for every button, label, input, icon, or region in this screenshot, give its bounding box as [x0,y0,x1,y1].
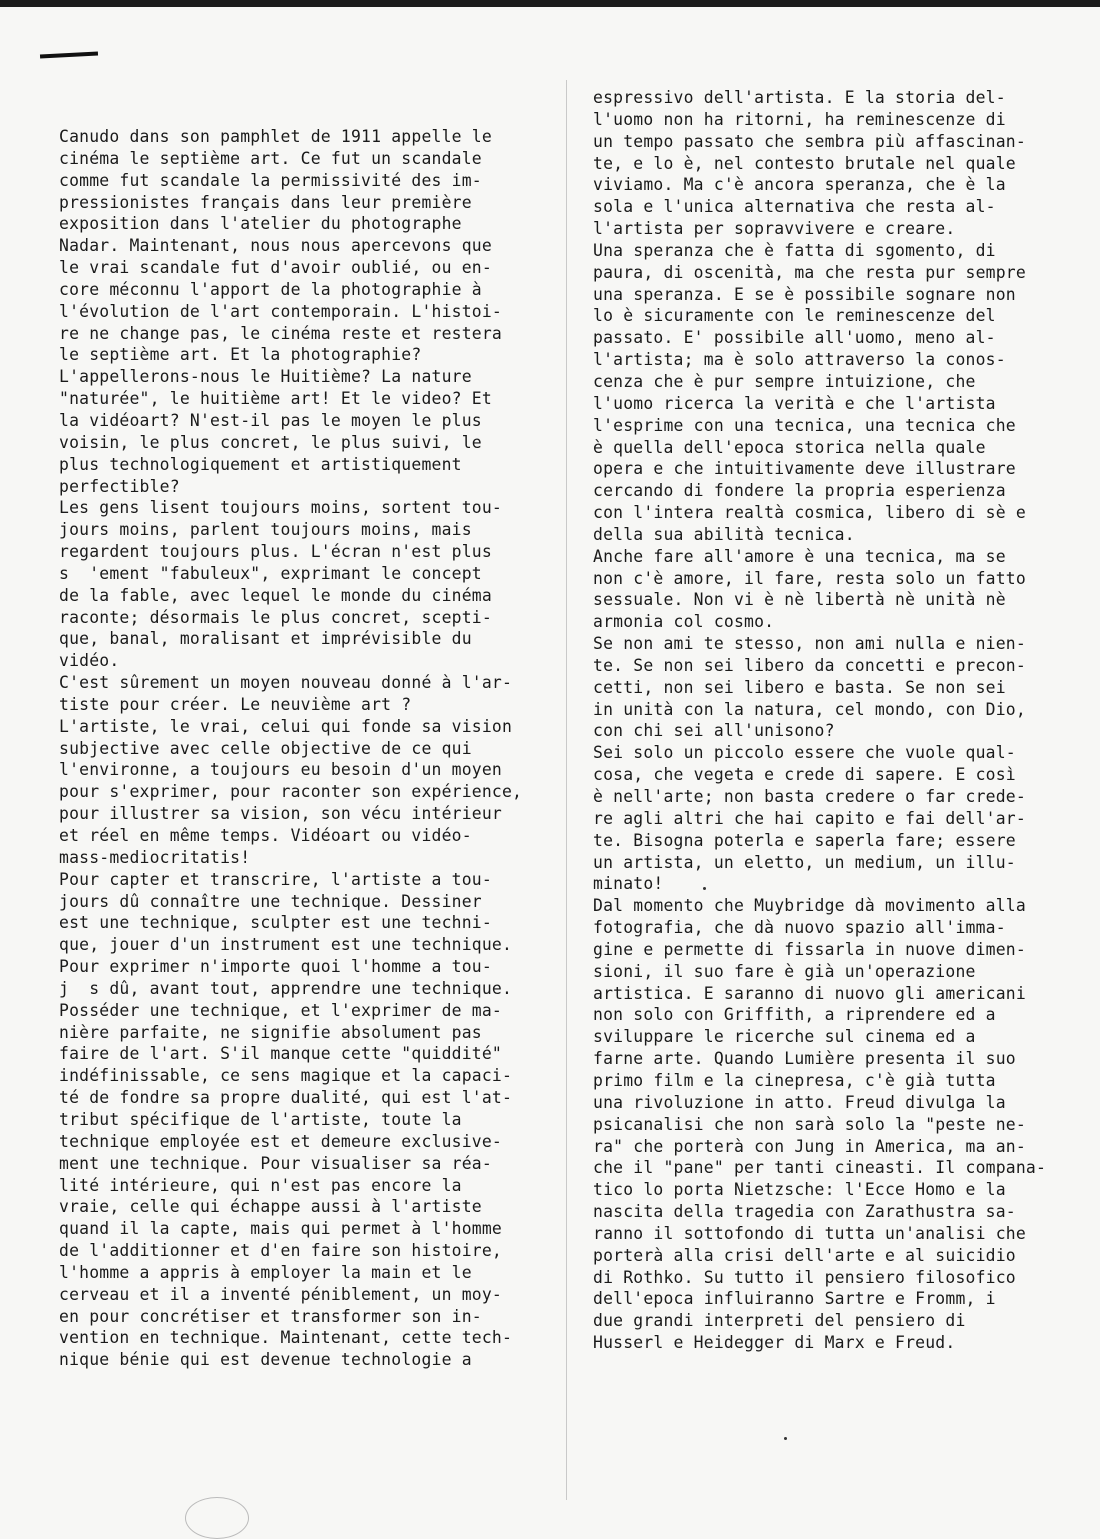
text-line: voisin, le plus concret, le plus suivi, le [59,432,482,452]
text-line: cinéma le septième art. Ce fut un scandale [59,148,482,168]
text-line: pour s'exprimer, pour raconter son expérience, [59,782,523,802]
text-line: L'artiste, le vrai, celui qui fonde sa vision [59,716,513,736]
text-line: nière parfaite, ne signifie absolument pas [59,1022,482,1042]
text-line: minato! [593,874,664,894]
text-line: espressivo dell'artista. E la storia del- [593,88,1006,107]
text-line: sviluppare le ricerche sul cinema ed a [593,1027,976,1047]
text-line: non solo con Griffith, a riprendere ed a [593,1005,996,1025]
text-line: Nadar. Maintenant, nous nous apercevons que [59,236,492,256]
text-line: l'homme a appris à employer la main et le [59,1262,472,1282]
stray-ink-dot [784,1437,787,1440]
text-line: porterà alla crisi dell'arte e al suicidio [593,1245,1016,1265]
text-line: vention en technique. Maintenant, cette tech- [59,1328,513,1348]
text-line: l'artista; ma è solo attraverso la conos- [593,350,1006,370]
text-line: passato. E' possibile all'uomo, meno al- [593,328,996,348]
text-line: fotografia, che dà nuovo spazio all'imma- [593,918,1006,938]
text-line: raconte; désormais le plus concret, scepti- [59,607,492,627]
text-line: l'environne, a toujours eu besoin d'un moyen [59,760,502,780]
column-fold-line [566,80,567,1500]
text-line: pour illustrer sa vision, son vécu intérieur [59,804,502,824]
text-line: l'artista per sopravvivere e creare. [593,219,956,239]
text-line: s 'ement "fabuleux", exprimant le concept [59,563,482,583]
text-line: comme fut scandale la permissivité des im- [59,170,482,190]
text-line: di Rothko. Su tutto il pensiero filosofico [593,1267,1016,1287]
text-line: Una speranza che è fatta di sgomento, di [593,240,996,260]
text-line: Dal momento che Muybridge dà movimento alla [593,896,1026,916]
text-line: core méconnu l'apport de la photographie à [59,279,482,299]
text-line: perfectible? [59,476,180,496]
text-line: nascita della tragedia con Zarathustra sa- [593,1202,1016,1222]
text-line: Husserl e Heidegger di Marx e Freud. [593,1333,956,1353]
text-line: è nell'arte; non basta credere o far crede- [593,787,1026,806]
text-line: vraie, celle qui échappe aussi à l'artiste [59,1197,482,1217]
text-line: et réel en même temps. Vidéoart ou vidéo- [59,826,472,845]
text-line: l'évolution de l'art contemporain. L'histoi- [59,301,502,321]
text-line: ment une technique. Pour visualiser sa réa- [59,1153,492,1173]
text-line: Sei solo un piccolo essere che vuole qual- [593,743,1016,763]
text-line: subjective avec celle objective de ce qui [59,738,472,758]
text-line: exposition dans l'atelier du photographe [59,214,462,234]
text-line: jours moins, parlent toujours moins, mais [59,520,472,540]
text-line: lo è sicuramente con le reminescenze del [593,306,996,326]
text-line: un tempo passato che sembra più affascinan- [593,131,1026,151]
text-line: quand il la capte, mais qui permet à l'homme [59,1219,502,1239]
text-line: faire de l'art. S'il manque cette "quiddité" [59,1044,502,1064]
text-line: armonia col cosmo. [593,612,775,632]
text-line: Pour exprimer n'importe quoi l'homme a tou- [59,957,492,977]
text-line: indéfinissable, ce sens magique et la capaci- [59,1066,513,1086]
text-line: psicanalisi che non sarà solo la "peste ne- [593,1114,1026,1134]
text-line: l'esprime con una tecnica, una tecnica che [593,415,1016,435]
text-line: l'uomo ricerca la verità e che l'artista [593,393,996,413]
text-line: non c'è amore, il fare, resta solo un fatto [593,568,1026,588]
text-line: lité intérieure, qui n'est pas encore la [59,1175,462,1195]
text-line: tiste pour créer. Le neuvième art ? [59,694,412,714]
text-line: ranno il sottofondo di tutta un'analisi che [593,1223,1026,1243]
text-line: una rivoluzione in atto. Freud divulga la [593,1092,1006,1112]
text-line: Canudo dans son pamphlet de 1911 appelle le [59,127,492,146]
text-line: le septième art. Et la photographie? [59,345,422,365]
text-line: cenza che è pur sempre intuizione, che [593,371,976,391]
text-line: l'uomo non ha ritorni, ha reminescenze di [593,109,1006,129]
text-line: Se non ami te stesso, non ami nulla e nien- [593,634,1026,654]
text-line: sola e l'unica alternativa che resta al- [593,197,996,217]
text-line: Pour capter et transcrire, l'artiste a tou- [59,869,492,889]
text-line: un artista, un eletto, un medium, un illu- [593,852,1016,872]
text-line: gine e permette di fissarla in nuove dimen- [593,939,1026,959]
text-line: farne arte. Quando Lumière presenta il suo [593,1049,1016,1069]
text-line: technique employée est et demeure exclusive- [59,1131,502,1151]
text-line: la vidéoart? N'est-il pas le moyen le plus [59,410,482,430]
text-line: jours dû connaître une technique. Dessiner [59,891,482,911]
text-line: una speranza. E se è possibile sognare non [593,284,1016,304]
text-line: viviamo. Ma c'è ancora speranza, che è la [593,175,1006,195]
page-top-edge [0,0,1100,7]
text-line: primo film e la cinepresa, c'è già tutta [593,1070,996,1090]
text-line: plus technologiquement et artistiquement [59,454,462,474]
text-line: ra" che porterà con Jung in America, ma an- [593,1136,1026,1156]
text-line: che il "pane" per tanti cineasti. Il compana- [593,1158,1047,1178]
text-line: cetti, non sei libero e basta. Se non sei [593,677,1006,697]
text-line: pressionistes français dans leur première [59,192,472,212]
right-column-italian-text [593,87,1071,1354]
text-line: est une technique, sculpter est une techni- [59,913,492,933]
text-line: C'est sûrement un moyen nouveau donné à l'ar- [59,673,513,693]
text-line: mass-mediocritatis! [59,847,251,867]
text-line: "naturée", le huitième art! Et le video? Et [59,389,492,409]
text-line: que, jouer d'un instrument est une technique. [59,935,513,955]
text-line: L'appellerons-nous le Huitième? La nature [59,367,472,387]
text-line: de l'additionner et d'en faire son histoire, [59,1241,502,1261]
text-line: le vrai scandale fut d'avoir oublié, ou en- [59,258,492,278]
text-line: re ne change pas, le cinéma reste et restera [59,323,502,343]
text-line: en pour concrétiser et transformer son in- [59,1306,482,1326]
text-line: Les gens lisent toujours moins, sortent tou- [59,498,502,518]
text-line: con l'intera realtà cosmica, libero di sè e [593,503,1026,523]
ink-dash-mark [40,51,98,58]
text-line: due grandi interpreti del pensiero di [593,1311,966,1331]
stray-ink-dot [703,887,706,890]
text-line: te. Bisogna poterla e saperla fare; essere [593,830,1016,850]
text-line: tribut spécifique de l'artiste, toute la [59,1109,462,1129]
text-line: Posséder une technique, et l'exprimer de ma- [59,1000,502,1020]
text-line: cerveau et il a inventé péniblement, un moy- [59,1284,502,1304]
text-line: della sua abilità tecnica. [593,524,855,544]
text-line: te, e lo è, nel contesto brutale nel quale [593,153,1016,173]
punch-hole-mark [185,1497,249,1539]
text-line: te. Se non sei libero da concetti e precon- [593,655,1026,675]
text-line: té de fondre sa propre dualité, qui est l'at- [59,1088,513,1108]
text-line: paura, di oscenità, ma che resta pur sempre [593,262,1026,282]
left-column-french-text [59,126,554,1371]
text-line: j s dû, avant tout, apprendre une technique. [59,978,513,998]
text-line: è quella dell'epoca storica nella quale [593,437,986,457]
text-line: tico lo porta Nietzsche: l'Ecce Homo e la [593,1180,1006,1200]
text-line: re agli altri che hai capito e fai dell'ar- [593,808,1026,828]
text-line: artistica. E saranno di nuovo gli americani [593,983,1026,1003]
text-line: opera e che intuitivamente deve illustrare [593,459,1016,479]
text-line: cosa, che vegeta e crede di sapere. E così [593,765,1016,785]
text-line: sessuale. Non vi è nè libertà nè unità nè [593,590,1006,610]
text-line: Anche fare all'amore è una tecnica, ma se [593,546,1006,566]
text-line: dell'epoca influiranno Sartre e Fromm, i [593,1289,996,1309]
text-line: sioni, il suo fare è già un'operazione [593,961,976,981]
text-line: cercando di fondere la propria esperienza [593,481,1006,501]
text-line: con chi sei all'unisono? [593,721,835,741]
text-line: vidéo. [59,651,120,671]
text-line: nique bénie qui est devenue technologie a [59,1350,472,1370]
text-line: in unità con la natura, cel mondo, con Dio, [593,699,1026,719]
text-line: regardent toujours plus. L'écran n'est plus [59,542,492,562]
text-line: de la fable, avec lequel le monde du cinéma [59,585,492,605]
text-line: que, banal, moralisant et imprévisible du [59,629,472,649]
